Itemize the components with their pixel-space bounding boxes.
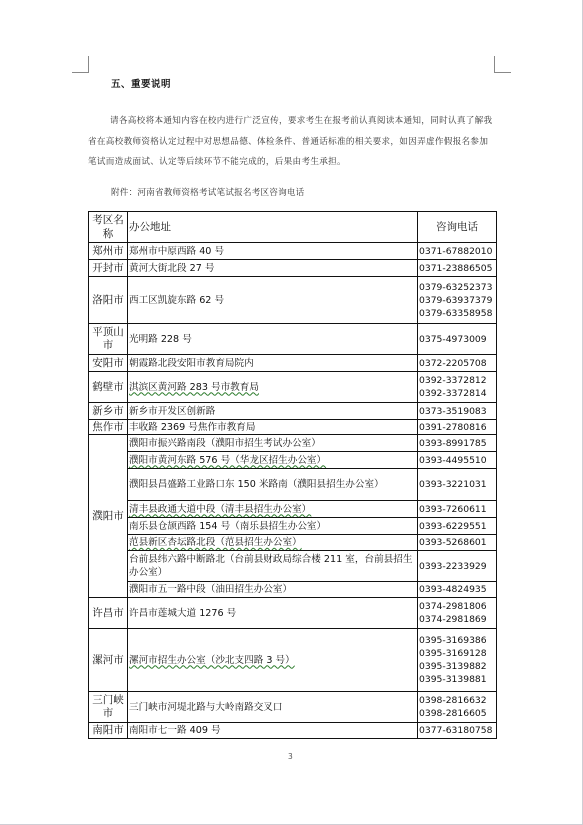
notice-paragraph: 请各高校将本通知内容在校内进行广泛宣传，要求考生在报考前认真阅读本通知，同时认真了解我省在高校教师资格认定过程中对思想品德、体检条件、普通话标准的相关要求，如因弄虚作假报名参加笔试而造成面试、认定等后续环节不能完成的，后果由考生承担。 bbox=[88, 116, 493, 167]
phone-cell bbox=[418, 629, 497, 692]
header-city: 考区名称 bbox=[89, 212, 128, 243]
table-row bbox=[89, 277, 497, 324]
phone-number: 0393-8991785 bbox=[419, 437, 487, 449]
phone-cell bbox=[418, 420, 497, 435]
page-number: 3 bbox=[288, 752, 293, 761]
table-row bbox=[89, 723, 497, 739]
city-cell: 鹤壁市 bbox=[89, 372, 128, 403]
contact-table bbox=[88, 211, 497, 739]
address-cell: 濮阳市五一路中段（油田招生办公室） bbox=[128, 582, 418, 598]
table-row bbox=[89, 372, 497, 403]
phone-number: 0395-3139881 bbox=[419, 674, 487, 685]
phone-cell bbox=[418, 260, 497, 277]
phone-number: 0398-2816632 bbox=[419, 695, 487, 706]
phone-number: 0393-2233929 bbox=[419, 560, 487, 572]
city-cell: 郑州市 bbox=[89, 243, 128, 260]
address-cell: 南乐县仓颉西路 154 号（南乐县招生办公室） bbox=[128, 518, 418, 535]
address-text: 清丰县政通大道中段（清丰县招生办公室） bbox=[129, 503, 312, 515]
table-row bbox=[89, 355, 497, 372]
city-cell: 安阳市 bbox=[89, 355, 128, 372]
phone-cell bbox=[418, 452, 497, 469]
address-cell: 光明路 228 号 bbox=[128, 324, 418, 355]
phone-number: 0393-5268601 bbox=[419, 537, 487, 548]
city-cell: 焦作市 bbox=[89, 420, 128, 435]
address-cell: 新乡市开发区创新路 bbox=[128, 403, 418, 420]
phone-number: 0373-3519083 bbox=[419, 405, 487, 417]
table-row bbox=[89, 243, 497, 260]
address-cell: 濮阳市振兴路南段（濮阳市招生考试办公室） bbox=[128, 435, 418, 452]
address-cell bbox=[128, 629, 418, 692]
address-text: 淇滨区黄河路 283 号市教育局 bbox=[129, 381, 259, 393]
table-row bbox=[89, 435, 497, 452]
phone-cell bbox=[418, 355, 497, 372]
address-text: 漯河市招生办公室（沙北支四路 3 号） bbox=[129, 654, 295, 666]
table-row bbox=[89, 501, 497, 518]
phone-cell bbox=[418, 582, 497, 598]
phone-cell bbox=[418, 435, 497, 452]
city-cell: 开封市 bbox=[89, 260, 128, 277]
table-row bbox=[89, 518, 497, 535]
phone-number: 0377-63180758 bbox=[419, 725, 493, 736]
city-cell: 洛阳市 bbox=[89, 277, 128, 324]
address-cell: 濮阳县昌盛路工业路口东 150 米路南（濮阳县招生办公室） bbox=[128, 469, 418, 501]
table-row bbox=[89, 692, 497, 723]
phone-cell bbox=[418, 518, 497, 535]
city-cell: 三门峡市 bbox=[89, 692, 128, 723]
phone-number: 0374-2981806 bbox=[419, 601, 487, 612]
address-cell: 南阳市七一路 409 号 bbox=[128, 723, 418, 739]
margin-corner-top-right bbox=[494, 56, 511, 73]
address-cell bbox=[128, 452, 418, 469]
phone-number: 0392-3372812 bbox=[419, 375, 487, 386]
phone-number: 0395-3169386 bbox=[419, 635, 487, 646]
phone-cell bbox=[418, 535, 497, 551]
table-row bbox=[89, 452, 497, 469]
city-cell: 许昌市 bbox=[89, 598, 128, 629]
table-row bbox=[89, 582, 497, 598]
phone-number: 0375-4973009 bbox=[419, 333, 487, 345]
address-cell bbox=[128, 535, 418, 551]
phone-cell bbox=[418, 324, 497, 355]
phone-cell bbox=[418, 469, 497, 501]
phone-cell bbox=[418, 372, 497, 403]
phone-cell bbox=[418, 598, 497, 629]
phone-cell bbox=[418, 723, 497, 739]
section-heading: 五、重要说明 bbox=[111, 79, 172, 90]
table-row bbox=[89, 469, 497, 501]
phone-number: 0392-3372814 bbox=[419, 388, 487, 399]
address-cell: 黄河大街北段 27 号 bbox=[128, 260, 418, 277]
phone-number: 0379-63358958 bbox=[419, 307, 493, 319]
phone-number: 0393-4495510 bbox=[419, 454, 487, 466]
phone-cell bbox=[418, 551, 497, 582]
phone-number: 0371-67882010 bbox=[419, 245, 493, 257]
phone-number: 0371-23886505 bbox=[419, 262, 493, 274]
phone-number: 0395-3169128 bbox=[419, 648, 487, 659]
attachment-line: 附件：河南省教师资格考试笔试报名考区咨询电话 bbox=[111, 188, 305, 198]
header-address: 办公地址 bbox=[128, 212, 418, 243]
table-row bbox=[89, 324, 497, 355]
address-cell bbox=[128, 372, 418, 403]
address-cell: 丰收路 2369 号焦作市教育局 bbox=[128, 420, 418, 435]
table-header-row bbox=[89, 212, 497, 243]
address-text: 濮阳市黄河东路 576 号（华龙区招生办公室） bbox=[129, 454, 327, 466]
city-cell: 漯河市 bbox=[89, 629, 128, 692]
phone-number: 0393-4824935 bbox=[419, 584, 487, 595]
address-cell: 三门峡市河堤北路与大岭南路交叉口 bbox=[128, 692, 418, 723]
city-cell: 南阳市 bbox=[89, 723, 128, 739]
phone-number: 0393-3221031 bbox=[419, 479, 487, 490]
address-cell: 许昌市莲城大道 1276 号 bbox=[128, 598, 418, 629]
phone-cell bbox=[418, 501, 497, 518]
address-cell: 朝霞路北段安阳市教育局院内 bbox=[128, 355, 418, 372]
table-row bbox=[89, 260, 497, 277]
city-cell: 平顶山市 bbox=[89, 324, 128, 355]
margin-corner-top-left bbox=[72, 56, 89, 73]
phone-number: 0398-2816605 bbox=[419, 708, 487, 719]
phone-number: 0395-3139882 bbox=[419, 661, 487, 672]
city-cell: 新乡市 bbox=[89, 403, 128, 420]
address-text: 范县新区杏坛路北段（范县招生办公室） bbox=[129, 537, 302, 548]
table-row bbox=[89, 629, 497, 692]
address-cell: 西工区凯旋东路 62 号 bbox=[128, 277, 418, 324]
phone-number: 0391-2780816 bbox=[419, 421, 487, 433]
address-cell: 郑州市中原西路 40 号 bbox=[128, 243, 418, 260]
phone-cell bbox=[418, 403, 497, 420]
table-row bbox=[89, 551, 497, 582]
address-cell bbox=[128, 501, 418, 518]
phone-number: 0379-63937379 bbox=[419, 294, 493, 306]
phone-number: 0374-2981869 bbox=[419, 614, 487, 625]
phone-cell bbox=[418, 692, 497, 723]
city-cell: 濮阳市 bbox=[89, 435, 128, 598]
table-row bbox=[89, 535, 497, 551]
phone-number: 0393-6229551 bbox=[419, 520, 487, 532]
address-cell: 台前县纬六路中断路北（台前县财政局综合楼 211 室，台前县招生办公室） bbox=[128, 551, 418, 582]
phone-number: 0379-63252373 bbox=[419, 281, 493, 293]
phone-number: 0372-2205708 bbox=[419, 357, 487, 369]
header-phone: 咨询电话 bbox=[418, 212, 497, 243]
phone-cell bbox=[418, 243, 497, 260]
table-row bbox=[89, 403, 497, 420]
table-row bbox=[89, 598, 497, 629]
phone-number: 0393-7260611 bbox=[419, 503, 487, 515]
table-row bbox=[89, 420, 497, 435]
phone-cell bbox=[418, 277, 497, 324]
